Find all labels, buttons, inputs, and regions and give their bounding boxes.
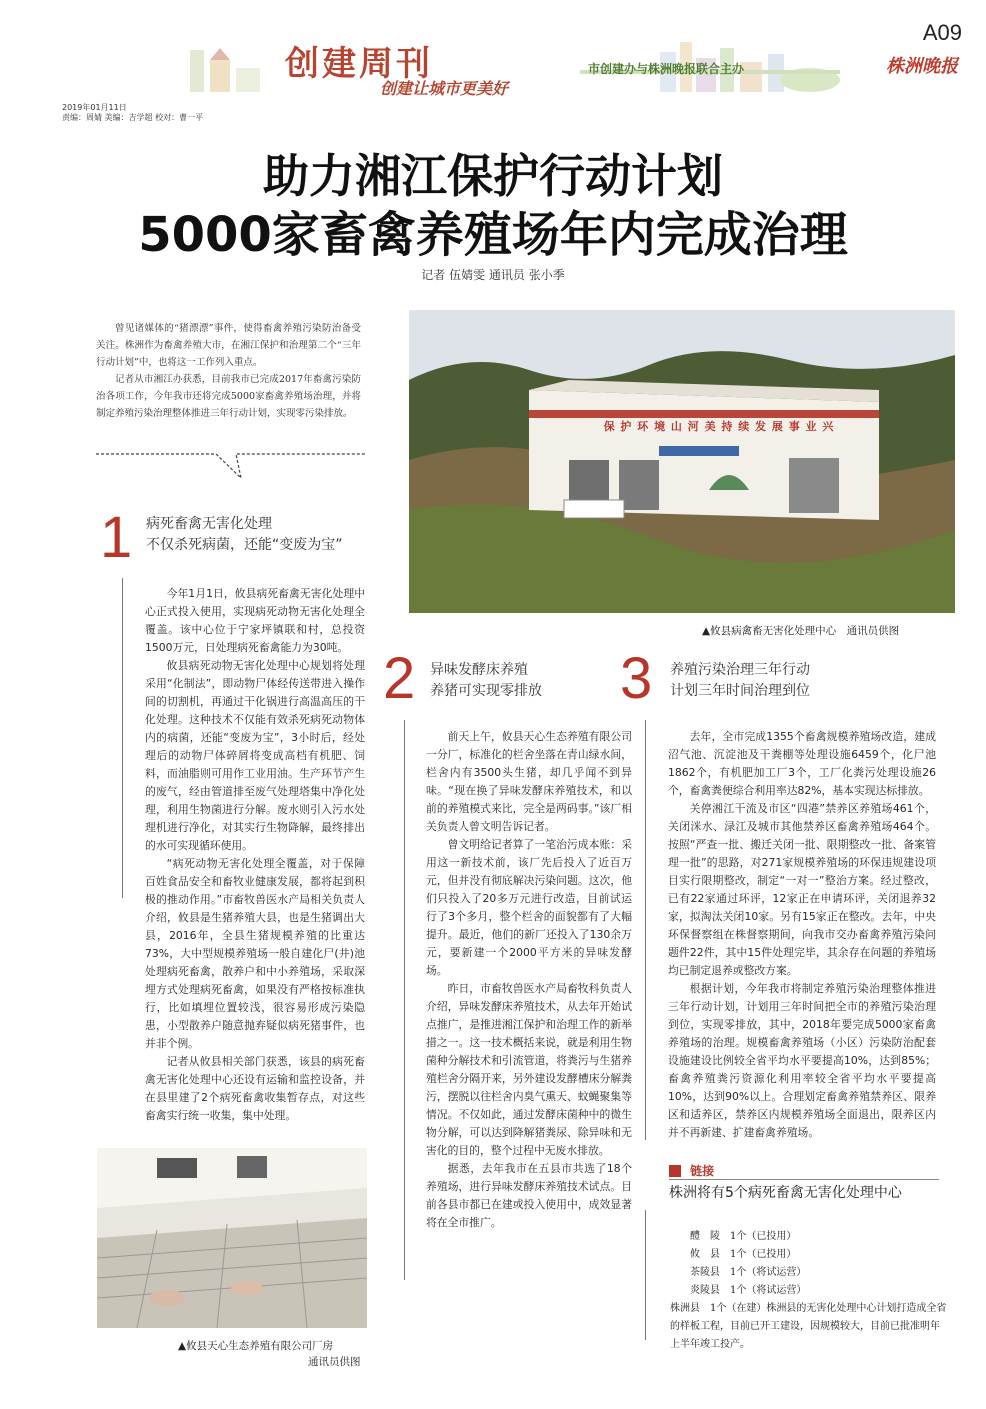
section-2-paragraph: 曾文明给记者算了一笔治污成本账：采用这一新技术前，该厂先后投入了近百万元，但并没有彻底解决污染问题。这次，他们只投入了20多万元进行改造，目前试运行了3个多月，整个栏舍的面貌都有了大幅提升。最近，他们的新厂还投入了130余万元，要新建一个2000平方米的异味发酵场。 [426, 838, 632, 977]
section-3-body [668, 728, 936, 1142]
section-1-title-2: 不仅杀死病菌，还能“变废为宝” [146, 537, 343, 553]
section-2-number: 2 [383, 646, 416, 711]
page-number: A09 [922, 20, 962, 45]
farm-photo-caption-1: ▲攸县天心生态养殖有限公司厂房 [178, 1340, 334, 1352]
intro-text [96, 320, 361, 422]
link-title: 株洲将有5个病死畜禽无害化处理中心 [669, 1185, 902, 1201]
section-1-divider [122, 578, 123, 898]
column-title: 创建周刊 [285, 44, 433, 84]
newspaper-brand: 株洲晚报 [886, 56, 958, 77]
speech-bubble-border [96, 452, 366, 482]
link-item: 茶陵县 1个（将试运营） [690, 1267, 807, 1278]
link-list [670, 1228, 948, 1354]
section-2-divider [404, 720, 405, 1280]
column-subtitle: 创建让城市更美好 [380, 79, 509, 98]
link-item: 株洲县 1个（在建）株洲县的无害化处理中心计划打造成全省的样板工程，目前已开工建设，因规模较大，目前已批准明年上半年竣工投产。 [670, 1303, 947, 1350]
facility-photo [409, 310, 955, 613]
section-3-number: 3 [620, 646, 653, 711]
section-1-number: 1 [100, 505, 133, 570]
link-header [669, 1160, 939, 1180]
intro-paragraph: 记者从市湘江办获悉，目前我市已完成2017年畜禽污染防治各项工作，今年我市还将完成5000家畜禽养殖场治理，并将制定养殖污染治理整体推进三年行动计划，实现零污染排放。 [96, 374, 361, 419]
section-1-paragraph: 记者从攸县相关部门获悉，该县的病死畜禽无害化处理中心还设有运输和监控设备，并在县里建了2个病死畜禽收集暂存点，对这些畜禽实行统一收集，集中处理。 [145, 1055, 365, 1122]
section-3-paragraph: 根据计划，今年我市将制定养殖污染治理整体推进三年行动计划，计划用三年时间把全市的养殖污染治理到位，实现零排放，其中，2018年要完成5000家畜禽养殖场的治理。规模畜禽养殖场（小区）污染防治配套设施建设比例较全省平均水平要提高10%，达到85%；畜禽养殖粪污资源化利用率较全省平均水平要提高10%，达到90%以上。合理划定畜禽养殖禁养区、限养区和适养区，禁养区内规模养殖场全面退出，限养区内并不再新建、扩建畜禽养殖场。 [668, 982, 936, 1139]
headline-line-1: 助力湘江保护行动计划 [263, 149, 723, 203]
farm-photo-caption-2: 通讯员供图 [308, 1356, 361, 1368]
section-3-title-2: 计划三年时间治理到位 [670, 683, 810, 699]
section-2-paragraph: 前天上午，攸县天心生态养殖有限公司一分厂，标准化的栏舍坐落在青山绿水间，栏舍内有3500头生猪，却几乎闻不到异味。“现在换了异味发酵床养殖技术，和以前的养殖模式来比，完全是两码事。”该厂相关负责人曾文明告诉记者。 [426, 730, 632, 833]
link-item: 醴 陵 1个（已投用） [690, 1231, 797, 1242]
headline-line-2: 5000家畜禽养殖场年内完成治理 [138, 207, 848, 263]
section-3-title-1: 养殖污染治理三年行动 [670, 662, 810, 678]
section-1-body [145, 585, 365, 1125]
column-tag: 市创建办与株洲晚报联合主办 [588, 62, 745, 76]
section-3-paragraph: 去年，全市完成1355个畜禽规模养殖场改造，建成沼气池、沉淀池及干粪棚等处理设施6459个，化尸池1862个，有机肥加工厂3个，工厂化粪污处理设施26个，畜禽粪便综合利用率达82%，基本实现达标排放。 [668, 730, 936, 797]
section-1-paragraph: 今年1月1日，攸县病死畜禽无害化处理中心正式投入使用，实现病死动物无害化处理全覆盖。该中心位于宁家坪镇联和村，总投资1500万元，日处理病死畜禽能力为30吨。 [145, 587, 365, 654]
link-divider [645, 1210, 646, 1340]
section-2-paragraph: 据悉，去年我市在五县市共选了18个养殖场，进行异味发酵床养殖技术试点。目前各县市都已在建或投入使用中，成效显著将在全市推广。 [426, 1162, 632, 1229]
link-item: 炎陵县 1个（将试运营） [690, 1285, 807, 1296]
pig-farm-photo [97, 1148, 367, 1328]
main-photo-caption: ▲攸县病禽畜无害化处理中心 通讯员供图 [702, 625, 900, 637]
section-2-title-1: 异味发酵床养殖 [430, 662, 528, 678]
section-1-paragraph: “病死动物无害化处理全覆盖，对于保障百姓食品安全和畜牧业健康发展，都将起到积极的推动作用。”市畜牧兽医水产局相关负责人介绍，攸县是生猪养殖大县，也是生猪调出大县，2016年，全县生猪规模养殖的比重达73%，大中型规模养殖场一般自建化尸(井)池处理病死畜禽，散养户和中小养殖场，采取深埋方式处理病死畜禽，如果没有严格按标准执行，比如填埋位置较浅，很容易形成污染隐患，小型散养户随意抛弃疑似病死猪事件，也并非个例。 [145, 857, 365, 1050]
facility-sign: 保 护 环 境 山 河 美 持 续 发 展 事 业 兴 [603, 420, 835, 433]
editor-credits: 责编：周婧 美编：吉学超 校对：曹一平 [62, 113, 204, 122]
byline: 记者 伍婧雯 通讯员 张小季 [421, 268, 565, 282]
section-2-paragraph: 昨日，市畜牧兽医水产局畜牧科负责人介绍，异味发酵床养殖技术，从去年开始试点推广，是推进湘江保护和治理工作的新举措之一。这一技术概括来说，就是利用生物菌种分解技术和引流管道，将粪污与生猪养殖栏舍分隔开来，另外建设发酵槽床分解粪污，摆脱以往栏舍内臭气熏天、蚊蝇聚集等情况。不仅如此，通过发酵床菌种中的微生物分解，可以达到降解猪粪尿、除异味和无害化的目的，整个过程中无废水排放。 [426, 982, 632, 1157]
section-2-title-2: 养猪可实现零排放 [430, 683, 542, 699]
section-3-divider [645, 720, 646, 1140]
link-item: 攸 县 1个（已投用） [690, 1249, 797, 1260]
section-1-paragraph: 攸县病死动物无害化处理中心规划将处理采用“化制法”，即动物尸体经传送带进入操作间的切割机，再通过干化锅进行高温高压的干化处理。这种技术不仅能有效杀死病死动物体内的病菌，还能“变废为宝”，3小时后，经处理后的动物尸体碎屑将变成高档有机肥、饲料，而油脂则可用作工业用油。生产环节产生的废气，经由管道排至废气处理塔集中净化处理，利用生物菌进行分解。废水则引入污水处理机进行净化，对其实行生物降解，最终排出的水可实现循环使用。 [145, 659, 365, 852]
issue-date: 2019年01月11日 [62, 103, 127, 112]
link-label: 链接 [690, 1164, 715, 1178]
link-marker-icon [669, 1165, 681, 1177]
section-3-paragraph: 关停湘江干流及市区“四港”禁养区养殖场461个，关闭洣水、渌江及城市其他禁养区畜禽养殖场464个。按照“严查一批、搬迁关闭一批、限期整改一批、备案管理一批”的思路，对271家规模养殖场的环保违规建设项目实行限期整改，制定“一对一”整治方案。经过整改，已有22家通过环评，12家正在申请环评，关闭退养32家，拟淘汰关闭10家。另有15家正在整改。去年，中央环保督察组在株督察期间，向我市交办畜禽养殖污染问题件22件，其中15件处理完毕，其余存在问题的养殖场均已制定退养或整改方案。 [668, 802, 936, 977]
section-1-title-1: 病死畜禽无害化处理 [146, 516, 272, 532]
masthead-illustration [180, 30, 860, 100]
intro-paragraph: 曾见诸媒体的“猪漂漂”事件，使得畜禽养殖污染防治备受关注。株洲作为畜禽养殖大市，在湘江保护和治理第二个“三年行动计划”中，也将这一工作列入重点。 [96, 323, 361, 368]
section-2-body [426, 728, 632, 1232]
